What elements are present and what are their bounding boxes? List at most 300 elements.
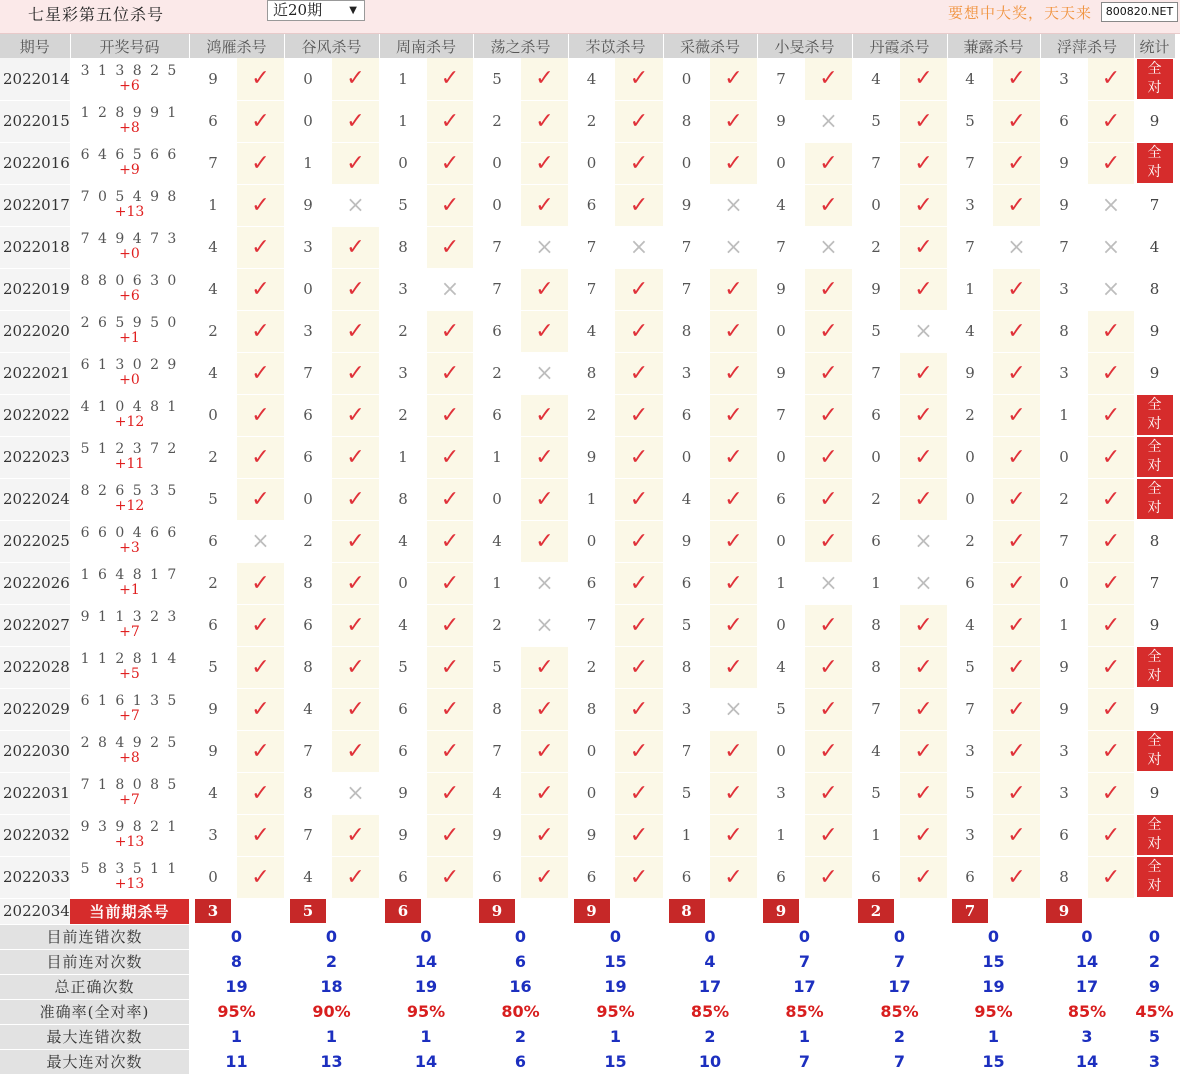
column-header: 期号 (0, 34, 70, 58)
cross-icon: × (237, 520, 284, 562)
issue-number: 2022031 (0, 772, 70, 814)
summary-value: 17 (757, 974, 852, 999)
table-row (0, 58, 1175, 100)
check-icon: ✓ (993, 184, 1040, 226)
check-icon: ✓ (615, 688, 663, 730)
kill-number: 0 (473, 478, 521, 520)
summary-value: 2 (284, 949, 379, 974)
kill-number: 7 (189, 142, 237, 184)
kill-number: 1 (568, 478, 615, 520)
kill-number: 7 (947, 688, 993, 730)
check-icon: ✓ (710, 142, 757, 184)
kill-number: 6 (947, 562, 993, 604)
summary-value: 19 (568, 974, 663, 999)
kill-number: 7 (473, 226, 521, 268)
kill-number: 2 (473, 352, 521, 394)
check-icon: ✓ (993, 856, 1040, 898)
kill-number: 4 (568, 58, 615, 100)
kill-number: 6 (473, 310, 521, 352)
check-icon: ✓ (332, 394, 379, 436)
kill-number: 6 (852, 394, 900, 436)
check-icon: ✓ (615, 772, 663, 814)
check-icon: ✓ (332, 100, 379, 142)
kill-number: 7 (568, 268, 615, 310)
check-icon: ✓ (521, 688, 568, 730)
spacer (427, 898, 473, 924)
summary-value: 2 (852, 1024, 947, 1049)
summary-row (0, 999, 1175, 1024)
kill-number: 9 (1040, 142, 1088, 184)
summary-value: 95% (947, 999, 1040, 1024)
spacer (332, 898, 379, 924)
kill-number: 5 (379, 646, 427, 688)
draw-sum: +12 (114, 498, 145, 514)
kill-number: 9 (189, 58, 237, 100)
kill-number: 0 (852, 436, 900, 478)
draw-numbers (70, 478, 189, 520)
summary-value: 90% (284, 999, 379, 1024)
kill-number: 1 (757, 814, 805, 856)
check-icon: ✓ (1088, 520, 1134, 562)
check-icon: ✓ (237, 856, 284, 898)
kill-number: 0 (568, 142, 615, 184)
current-kill-number: 9 (574, 899, 610, 923)
check-icon: ✓ (805, 856, 852, 898)
draw-digits: 2 8 4 9 2 5 (80, 735, 179, 751)
check-icon: ✓ (900, 856, 947, 898)
check-icon: ✓ (427, 856, 473, 898)
cross-icon: × (993, 226, 1040, 268)
check-icon: ✓ (237, 352, 284, 394)
kill-number: 9 (663, 184, 710, 226)
check-icon: ✓ (805, 478, 852, 520)
kill-number: 0 (473, 142, 521, 184)
current-kill-cell (379, 898, 427, 924)
kill-number: 9 (189, 730, 237, 772)
kill-number: 4 (663, 478, 710, 520)
summary-row (0, 1049, 1175, 1074)
kill-number: 7 (284, 814, 332, 856)
draw-numbers (70, 856, 189, 898)
kill-number: 2 (1040, 478, 1088, 520)
kill-number: 7 (757, 58, 805, 100)
summary-value: 0 (1134, 924, 1175, 949)
cross-icon: × (710, 688, 757, 730)
slogan: 要想中大奖，天天来 (948, 4, 1093, 22)
kill-number: 9 (757, 352, 805, 394)
check-icon: ✓ (427, 688, 473, 730)
kill-number: 0 (852, 184, 900, 226)
summary-value: 0 (189, 924, 284, 949)
kill-number: 6 (189, 100, 237, 142)
draw-numbers (70, 142, 189, 184)
kill-number: 0 (189, 856, 237, 898)
check-icon: ✓ (427, 730, 473, 772)
kill-number: 6 (663, 856, 710, 898)
table-row (0, 100, 1175, 142)
summary-value: 14 (1040, 949, 1134, 974)
kill-number: 4 (568, 310, 615, 352)
row-stat (1134, 436, 1175, 478)
site-badge[interactable]: 800820.NET (1101, 2, 1178, 22)
draw-numbers (70, 646, 189, 688)
summary-value: 7 (757, 1049, 852, 1074)
draw-digits: 1 1 2 8 1 4 (80, 651, 179, 667)
all-correct-badge: 全 对 (1137, 479, 1173, 519)
draw-numbers (70, 520, 189, 562)
kill-number: 5 (852, 100, 900, 142)
table-row (0, 856, 1175, 898)
draw-numbers (70, 814, 189, 856)
check-icon: ✓ (237, 730, 284, 772)
kill-number: 5 (947, 646, 993, 688)
check-icon: ✓ (615, 520, 663, 562)
check-icon: ✓ (805, 394, 852, 436)
kill-number: 0 (284, 100, 332, 142)
kill-number: 7 (947, 142, 993, 184)
cross-icon: × (805, 100, 852, 142)
draw-digits: 8 2 6 5 3 5 (80, 483, 179, 499)
column-header: 浮萍杀号 (1040, 34, 1134, 58)
draw-digits: 6 1 3 0 2 9 (80, 357, 179, 373)
cross-icon: × (710, 184, 757, 226)
summary-value: 1 (379, 1024, 473, 1049)
kill-number: 8 (1040, 310, 1088, 352)
check-icon: ✓ (710, 562, 757, 604)
check-icon: ✓ (805, 688, 852, 730)
kill-number: 0 (947, 478, 993, 520)
check-icon: ✓ (615, 814, 663, 856)
kill-number: 4 (284, 688, 332, 730)
summary-value: 3 (1134, 1049, 1175, 1074)
kill-number: 0 (757, 520, 805, 562)
kill-number: 3 (947, 730, 993, 772)
check-icon: ✓ (427, 520, 473, 562)
check-icon: ✓ (993, 688, 1040, 730)
kill-number: 5 (379, 184, 427, 226)
check-icon: ✓ (900, 100, 947, 142)
kill-number: 9 (379, 814, 427, 856)
issue-number: 2022028 (0, 646, 70, 688)
kill-number: 2 (947, 394, 993, 436)
check-icon: ✓ (332, 58, 379, 100)
kill-number: 9 (757, 100, 805, 142)
check-icon: ✓ (521, 730, 568, 772)
check-icon: ✓ (900, 268, 947, 310)
kill-number: 0 (473, 184, 521, 226)
check-icon: ✓ (427, 394, 473, 436)
all-correct-badge: 全 对 (1137, 731, 1173, 771)
issue-number: 2022029 (0, 688, 70, 730)
summary-value: 16 (473, 974, 568, 999)
current-kill-number: 9 (763, 899, 799, 923)
all-correct-badge: 全 对 (1137, 143, 1173, 183)
draw-sum: +6 (119, 288, 140, 304)
check-icon: ✓ (993, 436, 1040, 478)
all-correct-badge: 全 对 (1137, 59, 1173, 99)
kill-number: 9 (852, 268, 900, 310)
check-icon: ✓ (521, 856, 568, 898)
table-row (0, 394, 1175, 436)
kill-number: 6 (568, 562, 615, 604)
kill-number: 8 (284, 562, 332, 604)
draw-numbers (70, 58, 189, 100)
kill-number: 0 (663, 58, 710, 100)
kill-number: 4 (757, 646, 805, 688)
current-kill-number: 8 (669, 899, 705, 923)
table-row (0, 604, 1175, 646)
kill-number: 7 (947, 226, 993, 268)
kill-number: 8 (852, 604, 900, 646)
summary-value: 0 (852, 924, 947, 949)
kill-number: 2 (947, 520, 993, 562)
cross-icon: × (1088, 268, 1134, 310)
summary-value: 6 (473, 949, 568, 974)
kill-number: 1 (757, 562, 805, 604)
check-icon: ✓ (993, 100, 1040, 142)
check-icon: ✓ (521, 520, 568, 562)
current-kill-cell (663, 898, 710, 924)
kill-number: 2 (379, 394, 427, 436)
all-correct-badge: 全 对 (1137, 437, 1173, 477)
row-stat: 8 (1134, 520, 1175, 562)
row-stat (1134, 58, 1175, 100)
cross-icon: × (900, 520, 947, 562)
draw-numbers (70, 226, 189, 268)
kill-number: 6 (663, 394, 710, 436)
issue-number: 2022020 (0, 310, 70, 352)
check-icon: ✓ (900, 772, 947, 814)
summary-label: 最大连错次数 (0, 1024, 189, 1049)
draw-sum: +13 (114, 834, 145, 850)
kill-number: 1 (379, 100, 427, 142)
current-kill-number: 9 (479, 899, 515, 923)
check-icon: ✓ (1088, 814, 1134, 856)
kill-number: 8 (379, 478, 427, 520)
draw-sum: +7 (119, 708, 140, 724)
summary-value: 14 (1040, 1049, 1134, 1074)
kill-number: 8 (568, 688, 615, 730)
row-stat (1134, 814, 1175, 856)
summary-value: 7 (852, 1049, 947, 1074)
check-icon: ✓ (427, 604, 473, 646)
check-icon: ✓ (237, 646, 284, 688)
kill-number: 7 (568, 604, 615, 646)
row-stat (1134, 142, 1175, 184)
kill-number: 6 (1040, 100, 1088, 142)
summary-value: 10 (663, 1049, 757, 1074)
cross-icon: × (900, 562, 947, 604)
summary-value: 14 (379, 1049, 473, 1074)
summary-value: 15 (947, 1049, 1040, 1074)
period-select[interactable] (267, 0, 365, 21)
row-stat: 9 (1134, 604, 1175, 646)
check-icon: ✓ (1088, 436, 1134, 478)
kill-number: 0 (189, 394, 237, 436)
kill-number: 6 (1040, 814, 1088, 856)
check-icon: ✓ (710, 604, 757, 646)
kill-number: 4 (947, 310, 993, 352)
cross-icon: × (900, 310, 947, 352)
kill-number: 7 (852, 352, 900, 394)
draw-sum: +1 (119, 582, 140, 598)
kill-number: 0 (284, 478, 332, 520)
kill-number: 9 (568, 436, 615, 478)
spacer (805, 898, 852, 924)
kill-number: 6 (568, 856, 615, 898)
kill-number: 5 (947, 100, 993, 142)
column-header: 统计 (1134, 34, 1175, 58)
current-label: 当前期杀号 (70, 898, 189, 924)
kill-number: 7 (852, 688, 900, 730)
check-icon: ✓ (900, 730, 947, 772)
kill-number: 1 (379, 58, 427, 100)
column-header: 丹霞杀号 (852, 34, 947, 58)
kill-number: 9 (473, 814, 521, 856)
kill-number: 0 (757, 730, 805, 772)
kill-number: 1 (852, 562, 900, 604)
check-icon: ✓ (521, 142, 568, 184)
table-row (0, 352, 1175, 394)
column-header: 开奖号码 (70, 34, 189, 58)
row-stat: 9 (1134, 100, 1175, 142)
draw-numbers (70, 730, 189, 772)
cross-icon: × (332, 772, 379, 814)
kill-number: 0 (757, 604, 805, 646)
check-icon: ✓ (710, 268, 757, 310)
draw-sum: +7 (119, 792, 140, 808)
kill-number: 2 (568, 100, 615, 142)
kill-number: 0 (379, 562, 427, 604)
issue-number: 2022016 (0, 142, 70, 184)
check-icon: ✓ (710, 310, 757, 352)
check-icon: ✓ (993, 730, 1040, 772)
check-icon: ✓ (521, 814, 568, 856)
kill-number: 4 (947, 58, 993, 100)
check-icon: ✓ (521, 436, 568, 478)
current-kill-number: 2 (858, 899, 894, 923)
kill-number: 4 (189, 772, 237, 814)
current-kill-cell (1040, 898, 1088, 924)
check-icon: ✓ (615, 604, 663, 646)
check-icon: ✓ (1088, 562, 1134, 604)
summary-value: 2 (663, 1024, 757, 1049)
kill-number: 4 (189, 352, 237, 394)
draw-numbers (70, 184, 189, 226)
summary-value: 85% (663, 999, 757, 1024)
check-icon: ✓ (710, 58, 757, 100)
summary-value: 0 (1040, 924, 1134, 949)
kill-number: 3 (379, 268, 427, 310)
kill-number: 4 (189, 226, 237, 268)
issue-number: 2022030 (0, 730, 70, 772)
cross-icon: × (427, 268, 473, 310)
kill-number: 0 (284, 268, 332, 310)
kill-number: 4 (947, 604, 993, 646)
draw-numbers (70, 604, 189, 646)
kill-number: 9 (568, 814, 615, 856)
check-icon: ✓ (521, 100, 568, 142)
page-title: 七星彩第五位杀号 (28, 5, 165, 24)
summary-value: 11 (189, 1049, 284, 1074)
summary-value: 19 (189, 974, 284, 999)
kill-number: 4 (852, 58, 900, 100)
table-row (0, 772, 1175, 814)
kill-number: 7 (852, 142, 900, 184)
current-kill-cell (757, 898, 805, 924)
kill-number: 3 (1040, 352, 1088, 394)
summary-value: 0 (568, 924, 663, 949)
draw-sum: +12 (114, 414, 145, 430)
draw-digits: 7 0 5 4 9 8 (80, 189, 179, 205)
kill-number: 2 (568, 394, 615, 436)
check-icon: ✓ (1088, 772, 1134, 814)
check-icon: ✓ (805, 730, 852, 772)
check-icon: ✓ (332, 352, 379, 394)
check-icon: ✓ (615, 478, 663, 520)
kill-number: 9 (947, 352, 993, 394)
kill-number: 3 (1040, 58, 1088, 100)
check-icon: ✓ (521, 478, 568, 520)
kill-number: 4 (852, 730, 900, 772)
cross-icon: × (615, 226, 663, 268)
check-icon: ✓ (900, 478, 947, 520)
kill-number: 2 (473, 100, 521, 142)
kill-number: 9 (1040, 688, 1088, 730)
kill-number: 7 (473, 730, 521, 772)
check-icon: ✓ (427, 352, 473, 394)
spacer (1134, 898, 1175, 924)
summary-value: 18 (284, 974, 379, 999)
check-icon: ✓ (805, 268, 852, 310)
table-row (0, 814, 1175, 856)
cross-icon: × (332, 184, 379, 226)
draw-digits: 7 1 8 0 8 5 (80, 777, 179, 793)
draw-digits: 6 6 0 4 6 6 (80, 525, 179, 541)
check-icon: ✓ (332, 814, 379, 856)
kill-number: 8 (568, 352, 615, 394)
issue-number: 2022018 (0, 226, 70, 268)
kill-number: 1 (663, 814, 710, 856)
kill-number: 2 (852, 226, 900, 268)
row-stat: 9 (1134, 310, 1175, 352)
kill-number: 1 (1040, 604, 1088, 646)
check-icon: ✓ (710, 814, 757, 856)
draw-sum: +8 (119, 750, 140, 766)
column-header: 小旻杀号 (757, 34, 852, 58)
kill-number: 5 (189, 478, 237, 520)
check-icon: ✓ (332, 310, 379, 352)
check-icon: ✓ (805, 310, 852, 352)
check-icon: ✓ (993, 310, 1040, 352)
kill-number: 2 (189, 310, 237, 352)
check-icon: ✓ (332, 520, 379, 562)
summary-value: 0 (473, 924, 568, 949)
summary-value: 7 (852, 949, 947, 974)
check-icon: ✓ (1088, 394, 1134, 436)
check-icon: ✓ (615, 646, 663, 688)
summary-value: 95% (568, 999, 663, 1024)
summary-value: 85% (757, 999, 852, 1024)
kill-number: 6 (663, 562, 710, 604)
table-row (0, 562, 1175, 604)
kill-number: 2 (852, 478, 900, 520)
kill-number: 1 (473, 562, 521, 604)
spacer (237, 898, 284, 924)
kill-number: 5 (473, 58, 521, 100)
check-icon: ✓ (900, 604, 947, 646)
draw-sum: +3 (119, 540, 140, 556)
